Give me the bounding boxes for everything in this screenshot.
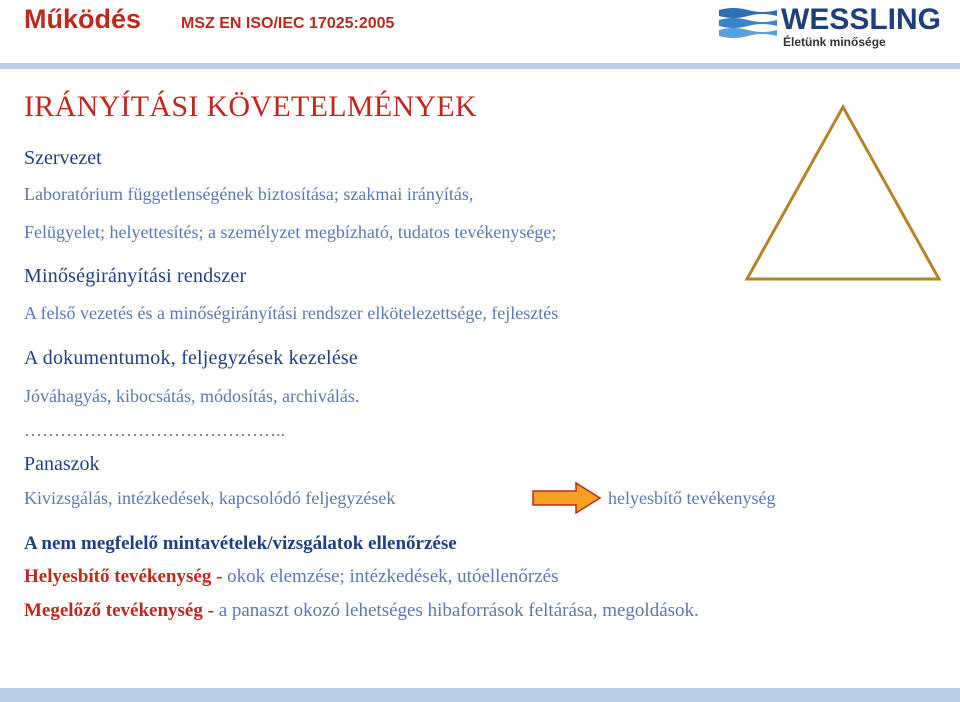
preventive-text: a panaszt okozó lehetséges hibaforrások feltárása, megoldások. [213,600,699,621]
page-title: IRÁNYÍTÁSI KÖVETELMÉNYEK [24,90,477,123]
footer-band [0,688,960,702]
header-title: Működés [24,4,142,34]
dokumentumok-dots: …………………………………….. [24,420,285,440]
preventive-line [24,600,699,622]
header-divider-band [0,63,960,69]
corrective-line [24,566,558,588]
szervezet-line-1: Laboratórium függetlenségének biztosítása; szakmai irányítás, [24,184,474,204]
wave-logo-icon [719,6,777,40]
section-heading-dokumentumok: A dokumentumok, feljegyzések kezelése [24,347,358,369]
szervezet-line-2: Felügyelet; helyettesítés; a személyzet megbízható, tudatos tevékenysége; [24,222,557,242]
logo-text: WESSLING [781,3,942,36]
corrective-label: Helyesbítő tevékenység - [24,566,223,587]
rendszer-line-1: A felső vezetés és a minőségirányítási rendszer elkötelezettsége, fejlesztés [24,303,559,323]
dokumentumok-line-1: Jóváhagyás, kibocsátás, módosítás, archiválás. [24,386,360,406]
panaszok-right-text: helyesbítő tevékenység [608,488,776,508]
panaszok-left-text: Kivizsgálás, intézkedések, kapcsolódó feljegyzések [24,488,396,508]
header-standard: MSZ EN ISO/IEC 17025:2005 [181,15,395,32]
logo-tagline: Életünk minősége [783,35,886,49]
triangle-shape [743,103,943,283]
corrective-text: okok elemzése; intézkedések, utóellenőrzés [222,566,559,587]
section-heading-szervezet: Szervezet [24,147,102,169]
right-arrow-icon [532,482,602,514]
preventive-label: Megelőző tevékenység - [24,600,214,621]
nonconforming-line: A nem megfelelő mintavételek/vizsgálatok ellenőrzése [24,533,457,554]
section-heading-rendszer: Minőségirányítási rendszer [24,265,247,287]
wessling-logo [719,3,951,53]
section-heading-panaszok: Panaszok [24,453,100,475]
